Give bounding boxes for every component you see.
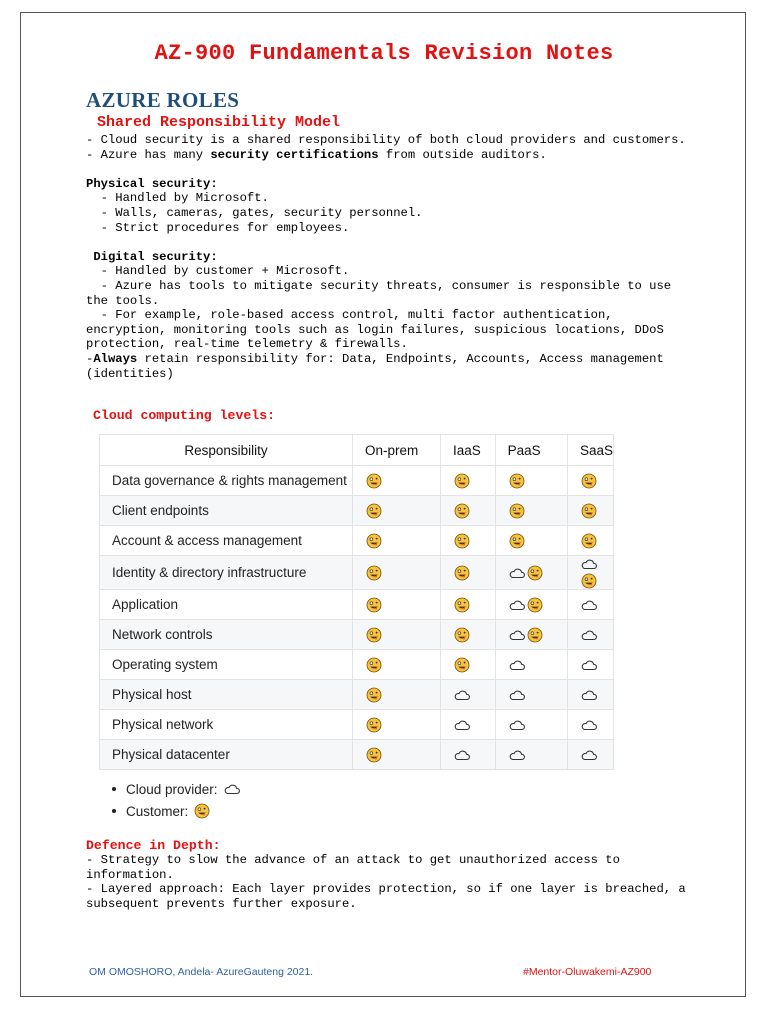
customer-emoji-icon	[580, 573, 598, 589]
responsibility-cell	[495, 466, 567, 496]
responsibility-cell	[440, 589, 495, 619]
responsibility-cell	[567, 526, 613, 556]
customer-emoji-icon	[453, 473, 471, 489]
cloud-icon	[508, 717, 526, 733]
customer-emoji-icon	[193, 803, 211, 819]
customer-emoji-icon	[508, 533, 526, 549]
footer-hashtag: #Mentor-Oluwakemi-AZ900	[523, 966, 652, 978]
defence-notes	[86, 853, 706, 911]
always-pre: -	[86, 351, 94, 366]
cloud-icon	[508, 747, 526, 763]
bullet-icon	[112, 809, 116, 813]
responsibility-table	[99, 434, 614, 770]
column-header: SaaS	[567, 435, 613, 466]
column-header: On-prem	[353, 435, 441, 466]
physical-security-item: - Strict procedures for employees.	[86, 220, 350, 235]
table-row	[100, 739, 614, 769]
physical-security-heading	[86, 177, 686, 192]
defence-item: - Strategy to slow the advance of an attack to get unauthorized access to information.	[86, 853, 628, 882]
table-row	[100, 619, 614, 649]
responsibility-cell	[495, 589, 567, 619]
responsibility-cell	[495, 739, 567, 769]
row-label: Network controls	[100, 619, 353, 649]
cloud-icon	[580, 657, 598, 673]
customer-emoji-icon	[508, 503, 526, 519]
customer-emoji-icon	[453, 533, 471, 549]
section-heading-azure-roles: AZURE ROLES	[86, 88, 240, 112]
cloud-icon	[580, 556, 598, 572]
customer-emoji-icon	[453, 597, 471, 613]
cloud-icon	[508, 687, 526, 703]
cloud-icon	[580, 747, 598, 763]
responsibility-cell	[353, 739, 441, 769]
defence-item: - Layered approach: Each layer provides protection, so if one layer is breached, a subsequent prevents further exposure.	[86, 882, 694, 911]
intro-line-2-bold: security certifications	[210, 147, 379, 162]
footer-author: OM OMOSHORO, Andela- AzureGauteng 2021.	[89, 966, 314, 978]
responsibility-cell	[495, 679, 567, 709]
always-post: retain responsibility for: Data, Endpoints, Accounts, Access management (identities)	[86, 351, 672, 381]
customer-emoji-icon	[526, 597, 544, 613]
customer-emoji-icon	[580, 473, 598, 489]
customer-emoji-icon	[508, 473, 526, 489]
legend-item-cloud	[112, 778, 241, 800]
cloud-icon	[453, 687, 471, 703]
cloud-icon	[580, 717, 598, 733]
responsibility-cell	[567, 679, 613, 709]
cloud-icon	[508, 597, 526, 613]
responsibility-cell	[353, 466, 441, 496]
legend-cloud-label: Cloud provider:	[126, 781, 218, 797]
responsibility-cell	[495, 496, 567, 526]
cloud-icon	[580, 627, 598, 643]
responsibility-cell	[440, 619, 495, 649]
digital-security-item: - Handled by customer + Microsoft.	[86, 264, 350, 279]
responsibility-cell	[440, 679, 495, 709]
customer-emoji-icon	[365, 747, 383, 763]
page-title: AZ-900 Fundamentals Revision Notes	[154, 41, 614, 66]
responsibility-cell	[353, 679, 441, 709]
table-row	[100, 679, 614, 709]
responsibility-cell	[495, 709, 567, 739]
digital-security-item: - Azure has tools to mitigate security threats, consumer is responsible to use the tools.	[86, 278, 679, 308]
responsibility-cell	[567, 709, 613, 739]
responsibility-cell	[440, 556, 495, 590]
responsibility-cell	[353, 649, 441, 679]
responsibility-cell	[440, 526, 495, 556]
responsibility-cell	[440, 649, 495, 679]
cloud-icon	[508, 565, 526, 581]
table-row	[100, 556, 614, 590]
responsibility-cell	[440, 466, 495, 496]
digital-security-heading-text: Digital security:	[86, 249, 218, 264]
column-header: IaaS	[440, 435, 495, 466]
customer-emoji-icon	[580, 533, 598, 549]
column-header: Responsibility	[100, 435, 353, 466]
column-header: PaaS	[495, 435, 567, 466]
customer-emoji-icon	[580, 503, 598, 519]
cloud-levels-heading: Cloud computing levels:	[93, 408, 276, 423]
customer-emoji-icon	[365, 717, 383, 733]
table-header-row	[100, 435, 614, 466]
customer-emoji-icon	[453, 565, 471, 581]
customer-emoji-icon	[365, 597, 383, 613]
table-row	[100, 589, 614, 619]
cloud-icon	[580, 597, 598, 613]
table-row	[100, 649, 614, 679]
customer-emoji-icon	[453, 657, 471, 673]
cloud-icon	[508, 657, 526, 673]
digital-security-heading	[86, 250, 686, 265]
always-bold: Always	[93, 351, 138, 366]
responsibility-cell	[353, 709, 441, 739]
row-label: Application	[100, 589, 353, 619]
responsibility-cell	[495, 556, 567, 590]
responsibility-cell	[353, 589, 441, 619]
responsibility-cell	[353, 619, 441, 649]
row-label: Physical datacenter	[100, 739, 353, 769]
responsibility-cell	[567, 589, 613, 619]
responsibility-cell	[495, 649, 567, 679]
customer-emoji-icon	[365, 533, 383, 549]
customer-emoji-icon	[365, 473, 383, 489]
physical-security-heading-text: Physical security:	[86, 176, 218, 191]
cloud-icon	[453, 747, 471, 763]
row-label: Operating system	[100, 649, 353, 679]
intro-line-1: - Cloud security is a shared responsibility of both cloud providers and customers.	[86, 133, 686, 147]
table-body	[100, 466, 614, 770]
intro-line-2-pre: - Azure has many	[86, 147, 211, 162]
shared-responsibility-notes	[86, 133, 686, 381]
cloud-icon	[508, 627, 526, 643]
responsibility-cell	[495, 526, 567, 556]
digital-security-item: - For example, role-based access control, multi factor authentication, encryption, monitoring tools such as login failures, suspicious locations, DDoS protection, real-time telemetry & firewalls.	[86, 308, 672, 352]
responsibility-cell	[440, 739, 495, 769]
legend	[112, 778, 241, 822]
intro-line-2-post: from outside auditors.	[378, 147, 547, 162]
customer-emoji-icon	[526, 627, 544, 643]
table-row	[100, 496, 614, 526]
customer-emoji-icon	[365, 657, 383, 673]
defence-in-depth-heading: Defence in Depth:	[86, 838, 221, 853]
cloud-icon	[453, 717, 471, 733]
customer-emoji-icon	[365, 687, 383, 703]
row-label: Account & access management	[100, 526, 353, 556]
table-row	[100, 466, 614, 496]
cloud-icon	[580, 687, 598, 703]
customer-emoji-icon	[526, 565, 544, 581]
customer-emoji-icon	[365, 627, 383, 643]
physical-security-item: - Handled by Microsoft.	[86, 191, 269, 206]
bullet-icon	[112, 787, 116, 791]
responsibility-cell	[567, 739, 613, 769]
responsibility-cell	[567, 496, 613, 526]
legend-customer-label: Customer:	[126, 803, 189, 819]
customer-emoji-icon	[453, 627, 471, 643]
row-label: Client endpoints	[100, 496, 353, 526]
responsibility-cell	[440, 709, 495, 739]
table-row	[100, 526, 614, 556]
responsibility-cell	[567, 649, 613, 679]
legend-item-customer	[112, 800, 241, 822]
responsibility-cell	[440, 496, 495, 526]
customer-emoji-icon	[365, 503, 383, 519]
responsibility-cell	[353, 526, 441, 556]
always-retain-line	[86, 352, 686, 381]
customer-emoji-icon	[365, 565, 383, 581]
row-label: Data governance & rights management	[100, 466, 353, 496]
responsibility-cell	[567, 466, 613, 496]
responsibility-cell	[353, 556, 441, 590]
responsibility-cell	[567, 556, 613, 590]
responsibility-cell	[495, 619, 567, 649]
responsibility-cell	[567, 619, 613, 649]
customer-emoji-icon	[453, 503, 471, 519]
cloud-icon	[223, 781, 241, 797]
row-label: Physical host	[100, 679, 353, 709]
row-label: Identity & directory infrastructure	[100, 556, 353, 590]
table-row	[100, 709, 614, 739]
shared-responsibility-heading: Shared Responsibility Model	[97, 114, 341, 131]
intro-line-2	[86, 148, 686, 163]
physical-security-item: - Walls, cameras, gates, security personnel.	[86, 205, 423, 220]
responsibility-cell	[353, 496, 441, 526]
row-label: Physical network	[100, 709, 353, 739]
